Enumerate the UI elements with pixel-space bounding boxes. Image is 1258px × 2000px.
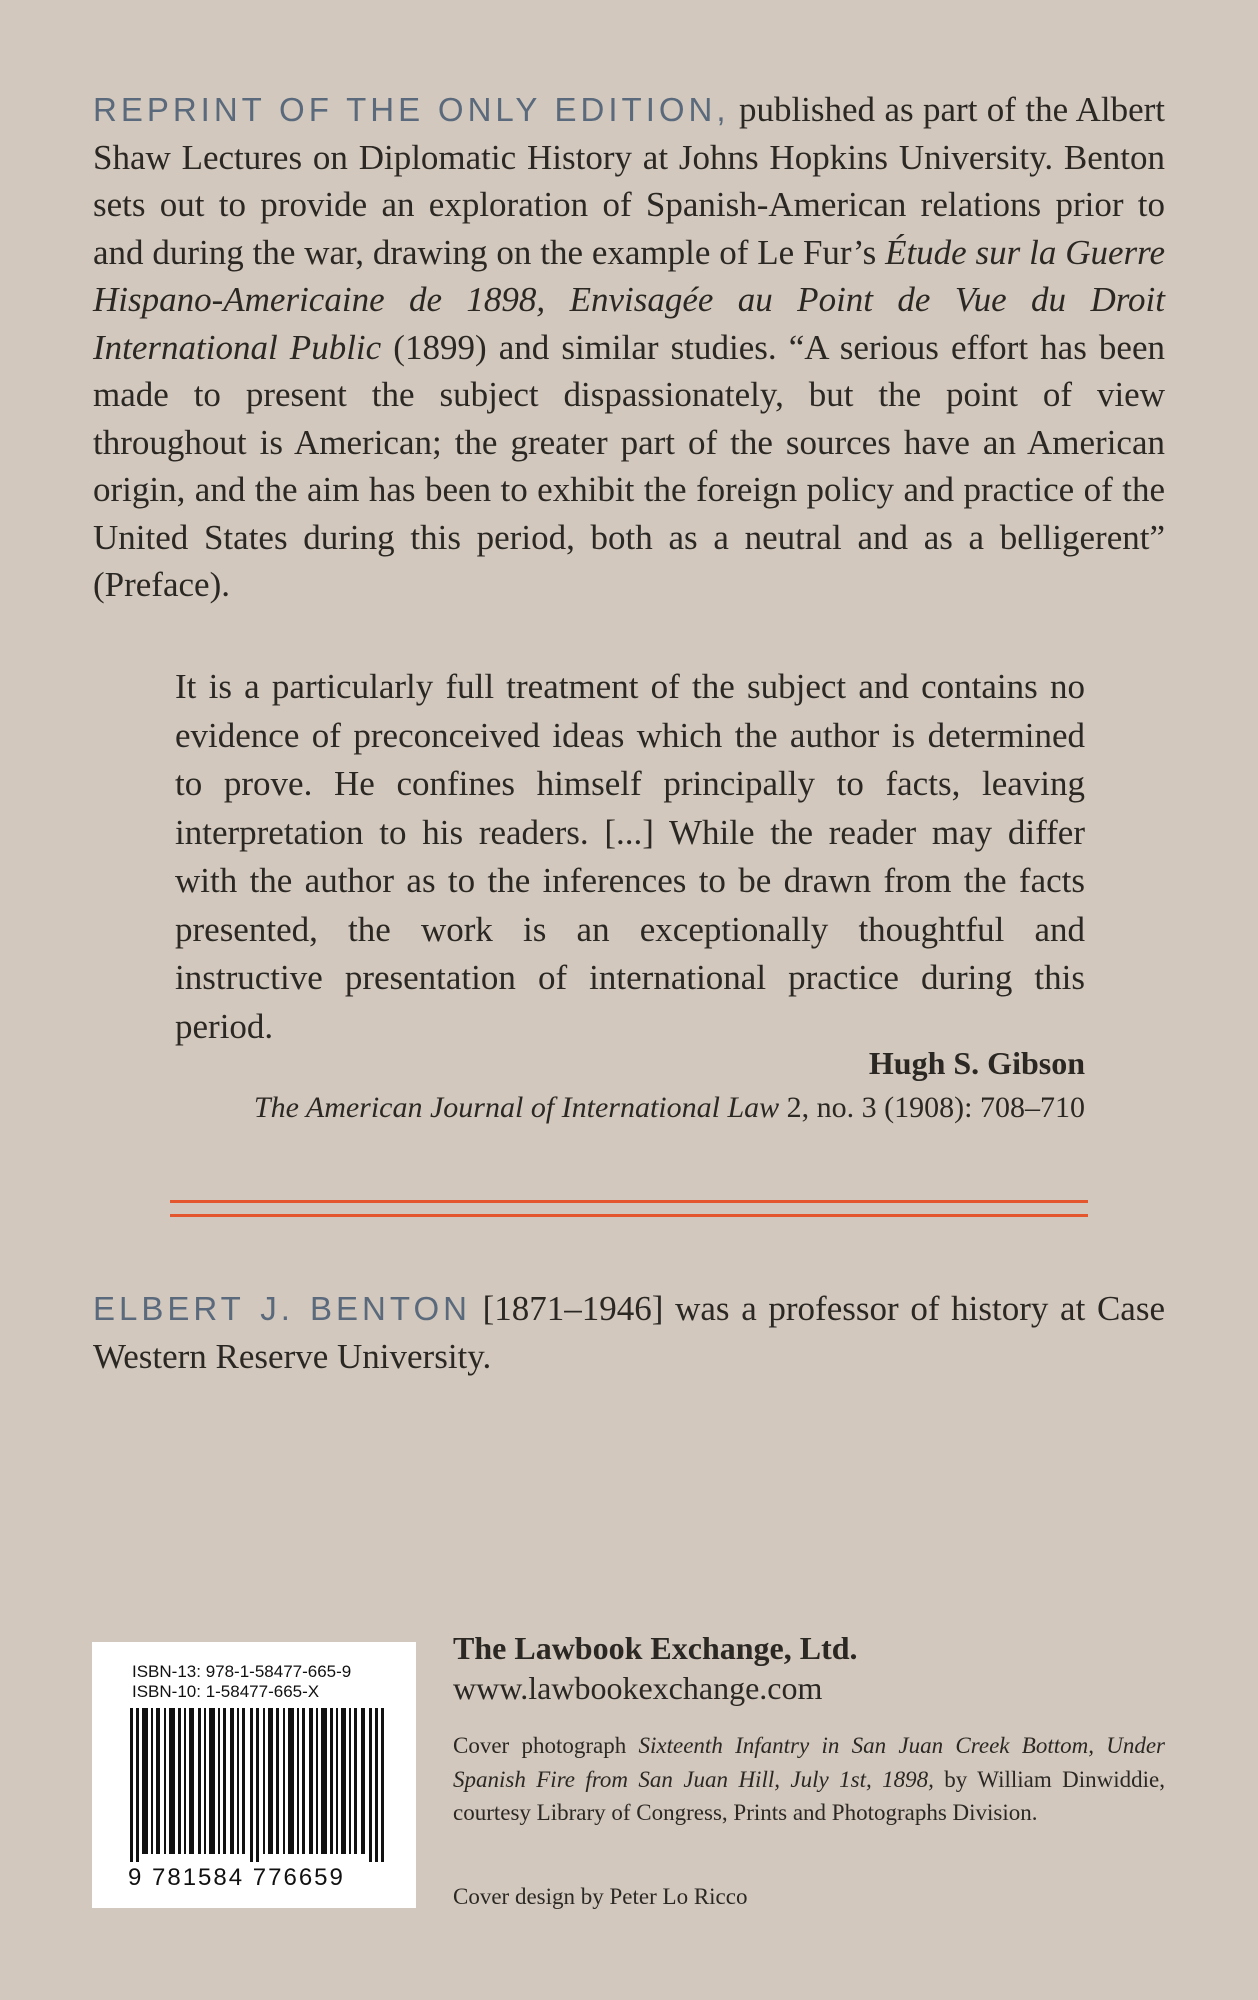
- edition-heading: REPRINT OF THE ONLY EDITION,: [93, 91, 730, 128]
- author-name: ELBERT J. BENTON: [93, 1290, 471, 1327]
- barcode-digits: 9 781584 776659: [128, 1864, 345, 1891]
- divider-rule-top: [170, 1200, 1088, 1203]
- isbn10-label: ISBN-10: 1-58477-665-X: [132, 1682, 320, 1701]
- publisher-website[interactable]: www.lawbookexchange.com: [453, 1670, 823, 1706]
- review-quote: It is a particularly full treatment of the subject and contains no evidence of preconceived ideas which the author is determined to prove. He confines himself principally to facts, leaving interpretation to his readers. [...] While the reader may differ with the author as to the inferences to be drawn from the facts presented, the work is an exceptionally thoughtful and instructive presentation of international practice during this period.: [175, 667, 1085, 1046]
- photo-credit: [453, 1729, 1165, 1830]
- photo-credit-prefix: Cover photograph: [453, 1733, 639, 1758]
- publisher-name: The Lawbook Exchange, Ltd.: [453, 1630, 858, 1666]
- description-paragraph: [93, 86, 1165, 609]
- le-fur-title: Étude sur la Guerre Hispano-Americaine de 1898, Envisagée au Point de Vue du Droit International Public: [93, 232, 1165, 367]
- divider-rule-bottom: [170, 1214, 1088, 1217]
- journal-title: The American Journal of International Law: [253, 1091, 780, 1124]
- review-source: [175, 1089, 1085, 1127]
- isbn13-label: ISBN-13: 978-1-58477-665-9: [132, 1662, 352, 1681]
- photo-credit-suffix: by William Dinwiddie, courtesy Library of Congress, Prints and Photographs Division.: [453, 1766, 1165, 1825]
- description-text-2: (1899) and similar studies. “A serious effort has been made to present the subject dispassionately, but the point of view throughout is American; the greater part of the sources have an American origin, and the aim has been to exhibit the foreign policy and practice of the United States during this period, both as a neutral and as a belligerent” (Preface).: [93, 327, 1165, 604]
- author-bio-text: [1871–1946] was a professor of history at Case Western Reserve University.: [93, 1289, 1165, 1376]
- review-author: Hugh S. Gibson: [868, 1045, 1085, 1081]
- barcode-panel: [92, 1642, 416, 1908]
- journal-citation: 2, no. 3 (1908): 708–710: [779, 1091, 1085, 1124]
- description-text-1: published as part of the Albert Shaw Lectures on Diplomatic History at Johns Hopkins University. Benton sets out to provide an exploration of Spanish-American relations prior to and during the war, drawing on the example of Le Fur’s: [93, 90, 1165, 272]
- author-bio: [93, 1285, 1165, 1381]
- design-credit: Cover design by Peter Lo Ricco: [453, 1884, 748, 1909]
- photo-title: Sixteenth Infantry in San Juan Creek Bottom, Under Spanish Fire from San Juan Hill, July 1st, 1898,: [453, 1733, 1166, 1792]
- barcode-icon: [128, 1708, 386, 1862]
